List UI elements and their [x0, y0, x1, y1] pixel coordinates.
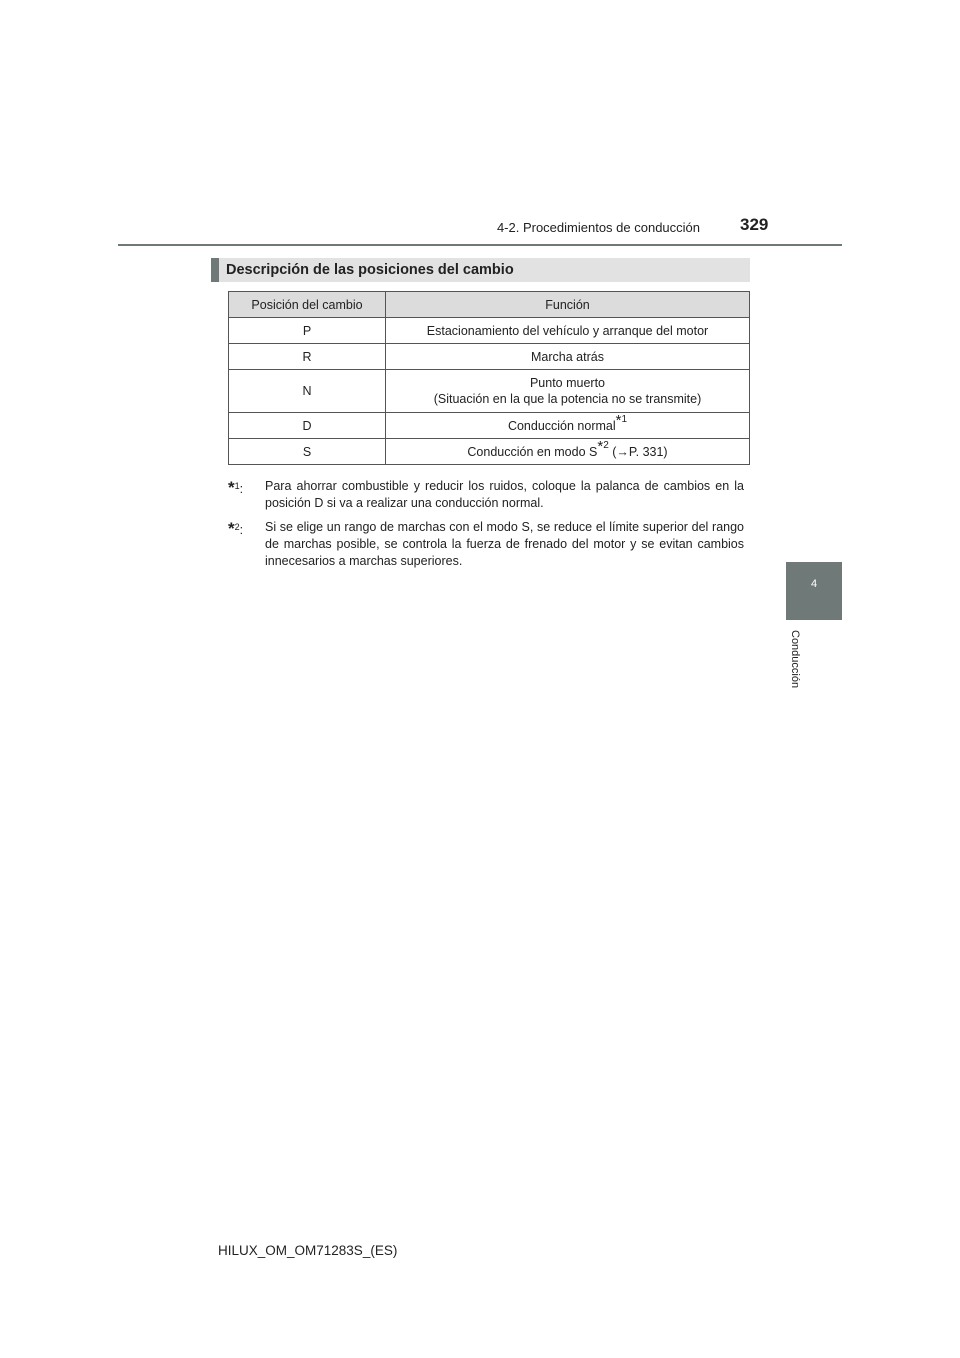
page-number: 329 [740, 215, 769, 234]
table-header-function: Función [386, 292, 750, 318]
table-row [229, 318, 750, 344]
table-header-row [229, 292, 750, 318]
footnote-marker: *$^1$: [228, 478, 244, 497]
function-cell: Estacionamiento del vehículo y arranque del motor [386, 318, 750, 344]
function-cell [386, 439, 750, 465]
running-header-section: 4-2. Procedimientos de conducción [496, 220, 700, 235]
position-cell: D [229, 413, 386, 439]
footnote-text: Para ahorrar combustible y reducir los ruidos, coloque la palanca de cambios en la posición D si va a realizar una conducción normal. [265, 479, 744, 510]
function-line: Punto muerto [529, 376, 606, 390]
page-reference: (→P. 331) [612, 444, 668, 459]
table-row [229, 413, 750, 439]
table-row [229, 370, 750, 413]
footnote-2 [228, 519, 744, 570]
footnote-text: Si se elige un rango de marchas con el modo S, se reduce el límite superior del rango de marchas posible, se controla la fuerza de frenado del motor y se evitan cambios innecesarios a marchas superiores. [265, 520, 744, 568]
position-cell: S [229, 439, 386, 465]
footnote-marker: *$^2$: [228, 519, 244, 538]
position-cell: R [229, 344, 386, 370]
footnote-marker: *2 [597, 437, 609, 455]
function-cell [386, 413, 750, 439]
footnote-1 [228, 478, 744, 512]
shift-positions-table [228, 291, 750, 465]
chapter-tab-label: Conducción [789, 630, 801, 689]
function-text: Conducción en modo S [467, 444, 598, 459]
position-cell: P [229, 318, 386, 344]
table-row [229, 439, 750, 465]
function-cell: Marcha atrás [386, 344, 750, 370]
header-rule [118, 244, 842, 246]
table-row [229, 344, 750, 370]
function-text: Conducción normal [507, 418, 616, 433]
section-title: Descripción de las posiciones del cambio [226, 262, 514, 278]
function-cell [386, 370, 750, 413]
chapter-tab [786, 562, 842, 620]
footnote-marker: *1 [615, 411, 628, 429]
section-title-accent [211, 258, 219, 282]
table-header-position: Posición del cambio [229, 292, 386, 318]
document-code: HILUX_OM_OM71283S_(ES) [218, 1243, 398, 1258]
chapter-tab-number: 4 [810, 578, 818, 590]
position-cell: N [229, 370, 386, 413]
function-line: (Situación en la que la potencia no se transmite) [433, 392, 702, 406]
